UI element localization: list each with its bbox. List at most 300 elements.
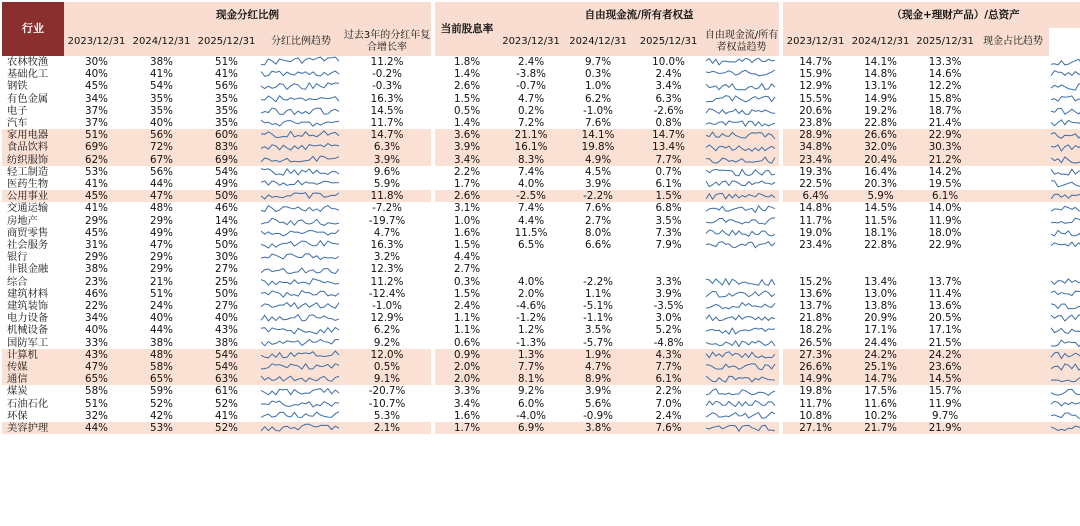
cash-trend-sparkline: [1049, 68, 1080, 80]
fcf-2024: 6.2%: [584, 92, 612, 105]
industry-name: 社会服务: [7, 239, 49, 252]
fcf-trend-sparkline: [704, 239, 779, 251]
fcf-2024: -0.9%: [583, 409, 613, 422]
col-fcf-2023: 2023/12/31: [499, 28, 563, 56]
col-fcf-trend: 自由现金流/所有者权益趋势: [704, 28, 779, 56]
fcf-trend-sparkline: [704, 68, 779, 80]
cash-2023: 27.1%: [783, 422, 848, 434]
dividend-trend-sparkline: [259, 215, 343, 227]
sparkline-path: [706, 400, 775, 406]
sparkline-path: [706, 95, 775, 101]
fcf-trend-sparkline: [704, 251, 779, 263]
sparkline-path: [706, 194, 775, 200]
fcf-2023: 7.4%: [517, 202, 545, 215]
dividend-trend-sparkline: [259, 105, 343, 117]
cash-2025: 13.6%: [928, 300, 962, 313]
dividend-2023: 46%: [85, 287, 108, 300]
fcf-2025: 3.9%: [655, 287, 682, 300]
cash-2024: 17.5%: [864, 385, 897, 398]
cash-2025: 14.6%: [928, 68, 962, 81]
table-row: [2, 361, 1080, 373]
table-row: [2, 190, 1080, 202]
dividend-2024: 35%: [150, 104, 173, 117]
sparkline-path: [1051, 218, 1080, 224]
fcf-2024: 4.7%: [563, 361, 633, 373]
fcf-trend-sparkline: [704, 166, 779, 178]
cash-trend-sparkline: [1049, 117, 1080, 129]
cash-2024: 21.7%: [848, 422, 913, 434]
dividend-yield: 2.6%: [435, 190, 499, 202]
fcf-2024: -2.2%: [583, 275, 613, 288]
cash-2023: 20.6%: [799, 104, 832, 117]
cash-trend-sparkline: [1049, 251, 1080, 263]
sparkline-path: [706, 303, 775, 309]
sparkline-path: [1051, 340, 1080, 347]
sparkline-path: [706, 157, 775, 163]
industry-name: 环保: [7, 409, 28, 422]
dividend-2023: 47%: [64, 361, 129, 373]
fcf-2024: 6.6%: [584, 239, 612, 252]
fcf-2025: -2.6%: [653, 104, 684, 117]
industry-name: 钢铁: [7, 80, 28, 93]
fcf-2023: [499, 251, 563, 263]
dividend-2023: 34%: [85, 92, 108, 105]
dividend-2025: 49%: [215, 178, 238, 191]
industry-name: 轻工制造: [7, 165, 49, 178]
cash-2024: 13.0%: [864, 287, 897, 300]
sparkline-path: [261, 339, 339, 345]
dividend-trend-sparkline: [259, 80, 343, 92]
dividend-cagr: 3.2%: [373, 251, 401, 264]
sparkline-path: [261, 181, 339, 186]
dividend-2025: 14%: [215, 214, 238, 227]
sparkline-path: [706, 425, 775, 431]
cash-2023: 19.8%: [799, 385, 832, 398]
fcf-2023: 16.1%: [499, 141, 563, 153]
dividend-trend-sparkline: [259, 56, 343, 68]
table-row: [2, 215, 1080, 227]
dividend-2025: 43%: [215, 324, 238, 337]
col-cash-2023: 2023/12/31: [783, 28, 848, 56]
cash-2024: 16.4%: [864, 165, 897, 178]
dividend-cagr: 12.3%: [370, 263, 404, 276]
dividend-2023: 51%: [64, 129, 129, 141]
fcf-trend-sparkline: [704, 422, 779, 434]
fcf-2025: 5.2%: [655, 324, 682, 337]
dividend-trend-sparkline: [259, 190, 343, 202]
cash-2023: 28.9%: [783, 129, 848, 141]
fcf-trend-sparkline: [704, 288, 779, 300]
fcf-trend-sparkline: [704, 105, 779, 117]
dividend-2024: 40%: [150, 117, 173, 130]
cash-2024: 17.1%: [864, 324, 897, 337]
cash-trend-sparkline: [1049, 276, 1080, 288]
sparkline-path: [706, 121, 775, 126]
table-row: [2, 178, 1080, 190]
fcf-2024: 9.7%: [584, 56, 612, 68]
dividend-cagr: 12.0%: [343, 349, 431, 361]
table-row: [2, 93, 1080, 105]
dividend-2023: 65%: [64, 373, 129, 385]
cash-2023: 11.7%: [799, 214, 832, 227]
sparkline-path: [1051, 401, 1080, 407]
sparkline-path: [1051, 120, 1080, 126]
dividend-trend-sparkline: [259, 178, 343, 190]
cash-trend-sparkline: [1049, 141, 1080, 153]
fcf-2023: -4.0%: [516, 409, 546, 422]
table-row: [2, 422, 1080, 434]
cash-spacer: [977, 215, 1049, 227]
dividend-trend-sparkline: [259, 312, 343, 324]
dividend-2024: 29%: [150, 214, 173, 227]
dividend-trend-sparkline: [259, 385, 343, 397]
dividend-yield: 0.6%: [453, 336, 481, 349]
table-row: [2, 385, 1080, 397]
fcf-trend-sparkline: [704, 337, 779, 349]
dividend-2025: 50%: [194, 190, 259, 202]
dividend-2023: 40%: [85, 68, 108, 81]
fcf-2024: -2.2%: [563, 190, 633, 202]
sparkline-path: [1051, 315, 1080, 321]
dividend-cagr: -0.2%: [372, 68, 402, 81]
industry-name: 传媒: [2, 361, 64, 373]
cash-2025: [913, 251, 977, 263]
fcf-trend-sparkline: [704, 56, 779, 68]
dividend-2024: 59%: [150, 385, 173, 398]
table-row: [2, 80, 1080, 92]
dividend-yield: 1.5%: [453, 239, 481, 252]
table-row: [2, 105, 1080, 117]
fcf-2024: -5.7%: [583, 336, 613, 349]
sparkline-path: [706, 205, 775, 212]
dividend-2025: 51%: [215, 56, 238, 68]
cash-2025: [913, 263, 977, 275]
dividend-yield: 2.0%: [435, 373, 499, 385]
dividend-trend-sparkline: [259, 117, 343, 129]
dividend-2023: 23%: [85, 275, 108, 288]
fcf-2025: 6.8%: [655, 202, 682, 215]
sparkline-path: [706, 352, 775, 358]
cash-2024: [848, 263, 913, 275]
sparkline-path: [261, 364, 339, 369]
header-dividend-ratio: 现金分红比例: [64, 2, 431, 28]
dividend-2024: 24%: [150, 300, 173, 313]
cash-2025: 30.3%: [913, 141, 977, 153]
cash-trend-sparkline: [1049, 93, 1080, 105]
industry-name: 农林牧渔: [7, 56, 49, 68]
cash-trend-sparkline: [1049, 337, 1080, 349]
dividend-2023: 41%: [85, 178, 108, 191]
industry-name: 综合: [7, 275, 28, 288]
fcf-2024: 2.7%: [584, 214, 612, 227]
cash-trend-sparkline: [1049, 227, 1080, 239]
dividend-yield: 3.6%: [435, 129, 499, 141]
sparkline-path: [706, 291, 775, 297]
dividend-trend-sparkline: [259, 166, 343, 178]
cash-2023: 23.4%: [783, 154, 848, 166]
cash-spacer: [977, 105, 1049, 117]
cash-spacer: [977, 239, 1049, 251]
dividend-2023: 30%: [85, 56, 108, 68]
fcf-2025: 6.1%: [633, 373, 704, 385]
fcf-2023: 4.0%: [517, 178, 545, 191]
cash-2024: 14.9%: [864, 92, 897, 105]
header-cash-assets: （现金+理财产品）/总资产: [783, 2, 1080, 28]
fcf-trend-sparkline: [704, 215, 779, 227]
fcf-2025: 13.4%: [633, 141, 704, 153]
fcf-2024: 5.6%: [584, 397, 612, 410]
fcf-2024: 1.1%: [584, 287, 612, 300]
dividend-yield: 1.4%: [453, 117, 481, 130]
dividend-2025: 60%: [194, 129, 259, 141]
dividend-trend-sparkline: [259, 93, 343, 105]
fcf-2025: 7.7%: [633, 154, 704, 166]
industry-name: 家用电器: [2, 129, 64, 141]
table-row: [2, 373, 1080, 385]
fcf-2023: -1.2%: [516, 312, 546, 325]
dividend-2025: 54%: [194, 361, 259, 373]
sparkline-path: [261, 169, 339, 175]
fcf-trend-sparkline: [704, 398, 779, 410]
fcf-2025: 3.5%: [655, 214, 682, 227]
sparkline-path: [1051, 327, 1080, 333]
sparkline-path: [1051, 303, 1080, 309]
dividend-2023: 29%: [85, 251, 108, 264]
dividend-2025: 52%: [194, 422, 259, 434]
table-row: [2, 68, 1080, 80]
fcf-2025: 2.2%: [655, 385, 682, 398]
dividend-trend-sparkline: [259, 337, 343, 349]
dividend-2023: 53%: [85, 165, 108, 178]
fcf-2023: 1.2%: [517, 324, 545, 337]
cash-2024: 32.0%: [848, 141, 913, 153]
sparkline-path: [1051, 426, 1080, 432]
dividend-2023: 40%: [85, 324, 108, 337]
table-row: [2, 276, 1080, 288]
table-row: [2, 166, 1080, 178]
industry-name: 银行: [7, 251, 28, 264]
dividend-cagr: 9.6%: [373, 165, 401, 178]
cash-trend-sparkline: [1049, 239, 1080, 251]
cash-trend-sparkline: [1049, 202, 1080, 214]
cash-2023: 15.2%: [799, 275, 832, 288]
fcf-trend-sparkline: [704, 154, 779, 166]
fcf-2025: [633, 263, 704, 275]
industry-name: 非银金融: [7, 263, 49, 276]
cash-2023: 13.6%: [799, 287, 832, 300]
sparkline-path: [1051, 291, 1080, 297]
cash-trend-sparkline: [1049, 154, 1080, 166]
dividend-2023: 22%: [85, 300, 108, 313]
sparkline-path: [261, 351, 339, 358]
industry-name: 交通运输: [7, 202, 49, 215]
cash-spacer: [977, 154, 1049, 166]
dividend-2025: 46%: [215, 202, 238, 215]
cash-2023: 13.7%: [799, 300, 832, 313]
col-div-2023: 2023/12/31: [64, 28, 129, 56]
dividend-2023: 45%: [85, 80, 108, 93]
fcf-2025: 10.0%: [652, 56, 685, 68]
dividend-2024: 67%: [129, 154, 194, 166]
sparkline-path: [1051, 389, 1080, 395]
dividend-2024: 21%: [150, 275, 173, 288]
dividend-2024: 41%: [150, 68, 173, 81]
dividend-2024: 56%: [129, 129, 194, 141]
sparkline-path: [261, 131, 339, 138]
cash-2024: 14.5%: [864, 202, 897, 215]
fcf-2025: 0.8%: [655, 117, 682, 130]
dividend-2024: 49%: [150, 226, 173, 239]
dividend-cagr: 6.2%: [373, 324, 401, 337]
dividend-2025: 54%: [215, 165, 238, 178]
cash-2025: 18.0%: [928, 226, 962, 239]
cash-spacer: [977, 410, 1049, 422]
cash-2023: 10.8%: [799, 409, 832, 422]
table-row: [2, 117, 1080, 129]
dividend-yield: 1.7%: [435, 422, 499, 434]
dividend-2024: 65%: [129, 373, 194, 385]
cash-2023: 22.5%: [799, 178, 832, 191]
dividend-2024: 48%: [150, 202, 173, 215]
cash-spacer: [977, 68, 1049, 80]
dividend-2024: 47%: [150, 239, 173, 252]
sparkline-path: [261, 303, 339, 309]
dividend-yield: 1.6%: [453, 226, 481, 239]
cash-2024: 22.8%: [864, 239, 897, 252]
sparkline-path: [706, 412, 775, 418]
cash-spacer: [977, 141, 1049, 153]
fcf-2023: 4.0%: [517, 275, 545, 288]
dividend-2025: 49%: [215, 226, 238, 239]
dividend-2025: 38%: [215, 336, 238, 349]
dividend-2025: 27%: [215, 300, 238, 313]
cash-2023: 19.0%: [799, 226, 832, 239]
cash-2025: 22.9%: [913, 129, 977, 141]
cash-trend-sparkline: [1049, 398, 1080, 410]
dividend-cagr: 6.3%: [343, 141, 431, 153]
dividend-2023: 37%: [85, 104, 108, 117]
dividend-trend-sparkline: [259, 324, 343, 336]
dividend-trend-sparkline: [259, 251, 343, 263]
dividend-2024: 56%: [150, 165, 173, 178]
dividend-2024: 44%: [150, 324, 173, 337]
dividend-2025: 35%: [215, 104, 238, 117]
fcf-2025: 0.7%: [655, 165, 682, 178]
sparkline-path: [706, 364, 775, 370]
dividend-2025: 61%: [215, 385, 238, 398]
industry-name: 计算机: [2, 349, 64, 361]
dividend-2025: 69%: [194, 154, 259, 166]
col-cash-2024: 2024/12/31: [848, 28, 913, 56]
fcf-2025: -4.8%: [653, 336, 684, 349]
sparkline-path: [1051, 157, 1080, 164]
cash-2024: 14.1%: [864, 56, 897, 68]
fcf-trend-sparkline: [704, 80, 779, 92]
fcf-trend-sparkline: [704, 202, 779, 214]
dividend-2024: 44%: [150, 178, 173, 191]
dividend-cagr: 14.5%: [370, 104, 404, 117]
sparkline-path: [1051, 181, 1080, 187]
cash-trend-sparkline: [1049, 263, 1080, 275]
table-row: [2, 154, 1080, 166]
table-row: [2, 129, 1080, 141]
cash-spacer: [977, 398, 1049, 410]
dividend-trend-sparkline: [259, 227, 343, 239]
cash-trend-sparkline: [1049, 288, 1080, 300]
table-row: [2, 337, 1080, 349]
cash-spacer: [977, 80, 1049, 92]
fcf-trend-sparkline: [704, 227, 779, 239]
cash-spacer: [977, 56, 1049, 68]
cash-2025: 22.9%: [928, 239, 962, 252]
cash-2024: 20.4%: [848, 154, 913, 166]
dividend-2023: 69%: [64, 141, 129, 153]
industry-name: 电子: [7, 104, 28, 117]
cash-2025: 14.5%: [913, 373, 977, 385]
dividend-yield: 2.2%: [453, 165, 481, 178]
cash-trend-sparkline: [1049, 324, 1080, 336]
sparkline-path: [261, 278, 339, 285]
industry-name: 汽车: [7, 117, 28, 130]
fcf-2025: 6.1%: [655, 178, 682, 191]
cash-spacer: [977, 324, 1049, 336]
cash-trend-sparkline: [1049, 56, 1080, 68]
cash-spacer: [977, 361, 1049, 373]
cash-spacer: [977, 385, 1049, 397]
industry-name: 纺织服饰: [2, 154, 64, 166]
dividend-2024: 29%: [150, 251, 173, 264]
cash-2023: 21.8%: [799, 312, 832, 325]
table-row: [2, 410, 1080, 422]
cash-2023: 19.3%: [799, 165, 832, 178]
sparkline-path: [706, 328, 775, 334]
sparkline-path: [261, 291, 339, 298]
dividend-cagr: 11.2%: [370, 275, 404, 288]
dividend-2024: 38%: [150, 56, 173, 68]
dividend-2023: 62%: [64, 154, 129, 166]
industry-name: 建筑装饰: [7, 300, 49, 313]
dividend-trend-sparkline: [259, 154, 343, 166]
cash-2025: 9.7%: [931, 409, 959, 422]
dividend-yield: 1.4%: [453, 68, 481, 81]
fcf-2023: 1.3%: [499, 349, 563, 361]
fcf-trend-sparkline: [704, 129, 779, 141]
dividend-yield: 4.4%: [453, 251, 481, 264]
table-row: [2, 141, 1080, 153]
fcf-2025: 6.3%: [655, 92, 682, 105]
fcf-2024: 7.6%: [584, 202, 612, 215]
dividend-2025: 54%: [194, 349, 259, 361]
fcf-2024: 3.9%: [584, 385, 612, 398]
cash-trend-sparkline: [1049, 105, 1080, 117]
cash-spacer: [977, 276, 1049, 288]
dividend-2023: 45%: [85, 226, 108, 239]
fcf-2023: 4.7%: [517, 92, 545, 105]
dividend-cagr: 9.2%: [373, 336, 401, 349]
industry-name: 电力设备: [7, 312, 49, 325]
dividend-2025: 50%: [215, 287, 238, 300]
table-row: [2, 349, 1080, 361]
industry-name: 房地产: [7, 214, 38, 227]
table-row: [2, 300, 1080, 312]
sparkline-path: [261, 315, 339, 322]
sparkline-path: [1051, 133, 1080, 139]
dividend-trend-sparkline: [259, 288, 343, 300]
dividend-trend-sparkline: [259, 422, 343, 434]
sparkline-path: [261, 120, 339, 126]
fcf-2023: 8.1%: [499, 373, 563, 385]
cash-2025: 11.9%: [928, 397, 962, 410]
